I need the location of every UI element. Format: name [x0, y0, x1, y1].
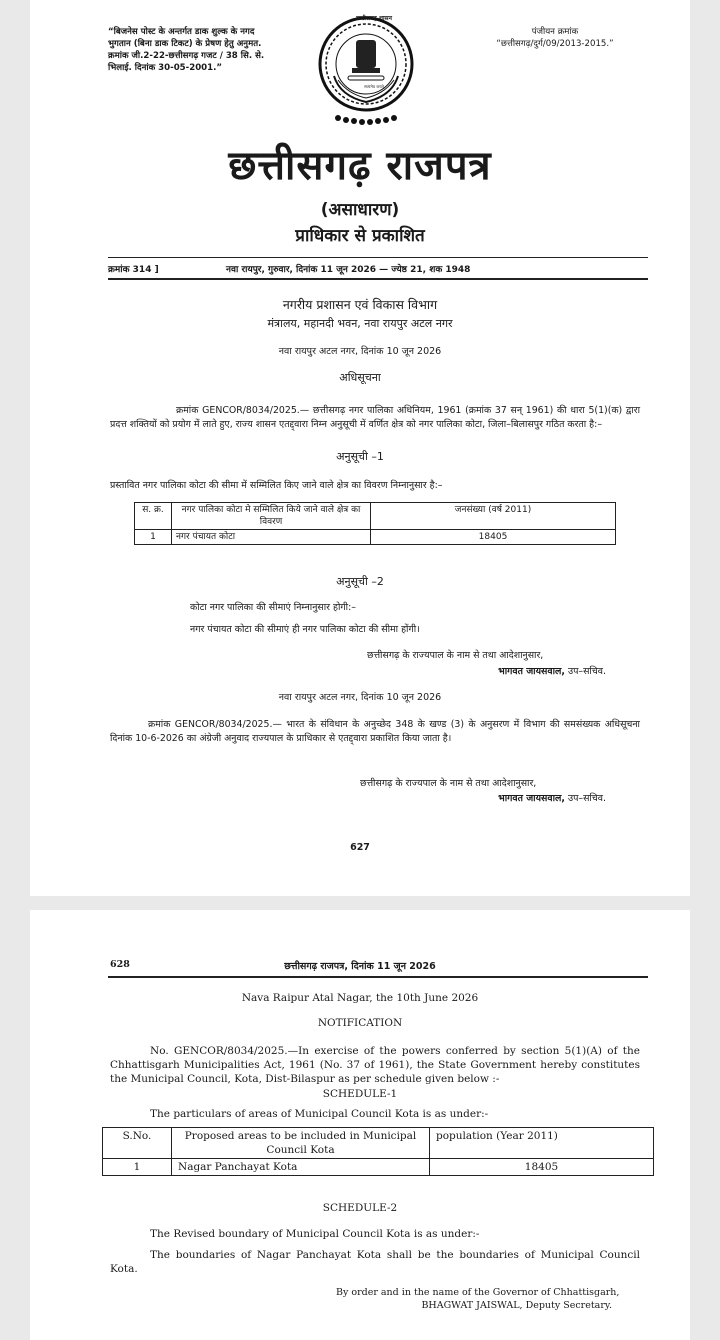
- table-header-area: नगर पालिका कोटा मे सम्मिलित किये जाने वाले क्षेत्र का विवरण: [172, 503, 371, 530]
- gazette-page-628: [30, 910, 690, 1340]
- signature-2: [30, 791, 606, 804]
- table-header-sno: स. क्र.: [135, 503, 172, 530]
- signatory-name: भागवत जायसवाल,: [498, 666, 565, 677]
- table-header-row: [135, 503, 616, 530]
- registration-block: [470, 26, 640, 50]
- state-emblem-icon: [318, 6, 414, 130]
- signatory-name-2: भागवत जायसवाल,: [498, 793, 565, 804]
- page-number-627: 627: [350, 842, 370, 853]
- gazette-type: (असाधारण): [320, 200, 400, 220]
- table-cell-population: 18405: [430, 1159, 654, 1176]
- english-schedule-2-line-2: The boundaries of Nagar Panchayat Kota shall be the boundaries of Municipal Council Kota.: [110, 1249, 640, 1275]
- issue-number: क्रमांक 314 ]: [108, 265, 159, 275]
- schedule-1-intro: प्रस्तावित नगर पालिका कोटा की सीमा में सम्मिलित किए जाने वाले क्षेत्र का विवरण निम्नानुसार है:–: [110, 480, 443, 491]
- notification-heading: अधिसूचना: [339, 371, 381, 384]
- english-schedule-2-line-1: The Revised boundary of Municipal Council Kota is as under:-: [150, 1228, 480, 1240]
- schedule-2-line-2: नगर पंचायत कोटा की सीमाएं ही नगर पालिका कोटा की सीमा होंगी।: [190, 624, 420, 635]
- order-line-1: छत्तीसगढ़ के राज्यपाल के नाम से तथा आदेशानुसार,: [367, 650, 544, 661]
- emblem-text-bottom: सत्यमेव जयते: [364, 84, 384, 89]
- english-notification-paragraph: No. GENCOR/8034/2025.—In exercise of the powers conferred by section 5(1)(A) of the Chhattisgarh Municipalities Act, 1961 (No. 37 of 1961), the State Government hereby constitutes the Municipal Council, Kota, Dist-Bilaspur as per schedule given below :-: [110, 1045, 640, 1085]
- signatory-designation-2: उप–सचिव.: [567, 793, 606, 804]
- english-schedule-1-heading: SCHEDULE-1: [322, 1088, 398, 1100]
- registration-number: “छत्तीसगढ़/दुर्ग/09/2013-2015.”: [496, 39, 614, 49]
- running-head-rule: [108, 976, 648, 978]
- running-head: छत्तीसगढ़ राजपत्र, दिनांक 11 जून 2026: [284, 961, 436, 972]
- english-signatory: BHAGWAT JAISWAL, Deputy Secretary.: [421, 1300, 612, 1311]
- department-name: नगरीय प्रशासन एवं विकास विभाग: [282, 297, 438, 312]
- notification-date-2: नवा रायपुर अटल नगर, दिनांक 10 जून 2026: [278, 692, 442, 703]
- table-cell-sno: 1: [103, 1159, 172, 1176]
- schedule-2-line-1: कोटा नगर पालिका की सीमाएं निम्नानुसार होगी:–: [190, 602, 356, 613]
- table-cell-area: Nagar Panchayat Kota: [172, 1159, 430, 1176]
- table-row: [103, 1159, 654, 1176]
- page-number-628: 628: [110, 959, 130, 970]
- notification-date-1: नवा रायपुर अटल नगर, दिनांक 10 जून 2026: [278, 346, 442, 357]
- table-header-population: population (Year 2011): [430, 1128, 654, 1159]
- table-cell-area: नगर पंचायत कोटा: [172, 530, 371, 545]
- english-schedule-1-table: [102, 1127, 654, 1176]
- order-line-2: छत्तीसगढ़ के राज्यपाल के नाम से तथा आदेशानुसार,: [360, 778, 537, 789]
- english-order-line: By order and in the name of the Governor of Chhattisgarh,: [336, 1287, 620, 1298]
- notification-paragraph-2: क्रमांक GENCOR/8034/2025.— भारत के संविधान के अनुच्छेद 348 के खण्ड (3) के अनुसरण में विभाग की समसंख्यक अधिसूचना दिनांक 10-6-2026 का अंग्रेजी अनुवाद राज्यपाल के प्राधिकार से एतद्द्वारा प्रकाशित किया जाता है।: [110, 719, 640, 744]
- table-cell-population: 18405: [371, 530, 616, 545]
- postal-permission-note: “बिजनेस पोस्ट के अन्तर्गत डाक शुल्क के नगद भुगतान (बिना डाक टिकट) के प्रेषण हेतु अनुमत. क्रमांक जी.2-22-छत्तीसगढ़ गजट / 38 सि. से. भिलाई. दिनांक 30-05-2001.”: [108, 27, 265, 73]
- signatory-designation: उप–सचिव.: [567, 666, 606, 677]
- notification-paragraph-1: क्रमांक GENCOR/8034/2025.— छत्तीसगढ़ नगर पालिका अधिनियम, 1961 (क्रमांक 37 सन् 1961) की धारा 5(1)(क) द्वारा प्रदत्त शक्तियों को प्रयोग में लाते हुए, राज्य शासन एतद्द्वारा निम्न अनुसूची में वर्णित क्षेत्र को नगर पालिका कोटा, जिला–बिलासपुर गठित करता है:–: [110, 405, 640, 430]
- english-notification-heading: NOTIFICATION: [317, 1017, 403, 1029]
- table-header-row: [103, 1128, 654, 1159]
- emblem-text-top: छत्तीसगढ़ शासन: [356, 15, 392, 22]
- signature-1: [30, 664, 606, 677]
- schedule-1-heading: अनुसूची –1: [336, 450, 384, 463]
- department-address: मंत्रालय, महानदी भवन, नवा रायपुर अटल नगर: [267, 317, 453, 330]
- gazette-page-627: [30, 0, 690, 896]
- english-dateline: Nava Raipur Atal Nagar, the 10th June 2026: [241, 992, 479, 1004]
- table-row: [135, 530, 616, 545]
- divider-top: [108, 257, 648, 258]
- english-schedule-1-intro: The particulars of areas of Municipal Council Kota is as under:-: [150, 1108, 489, 1120]
- english-schedule-2-heading: SCHEDULE-2: [322, 1202, 398, 1214]
- table-cell-sno: 1: [135, 530, 172, 545]
- schedule-1-table: [134, 502, 616, 545]
- table-header-area: Proposed areas to be included in Municipal Council Kota: [172, 1128, 430, 1159]
- gazette-title: छत्तीसगढ़ राजपत्र: [228, 143, 492, 189]
- gazette-authority: प्राधिकार से प्रकाशित: [295, 226, 425, 246]
- issue-dateline: नवा रायपुर, गुरुवार, दिनांक 11 जून 2026 — ज्येष्ठ 21, शक 1948: [226, 265, 471, 275]
- schedule-2-heading: अनुसूची –2: [336, 575, 384, 588]
- table-header-sno: S.No.: [103, 1128, 172, 1159]
- registration-label: पंजीयन क्रमांक: [531, 27, 579, 37]
- divider-bottom: [108, 278, 648, 280]
- table-header-population: जनसंख्या (वर्ष 2011): [371, 503, 616, 530]
